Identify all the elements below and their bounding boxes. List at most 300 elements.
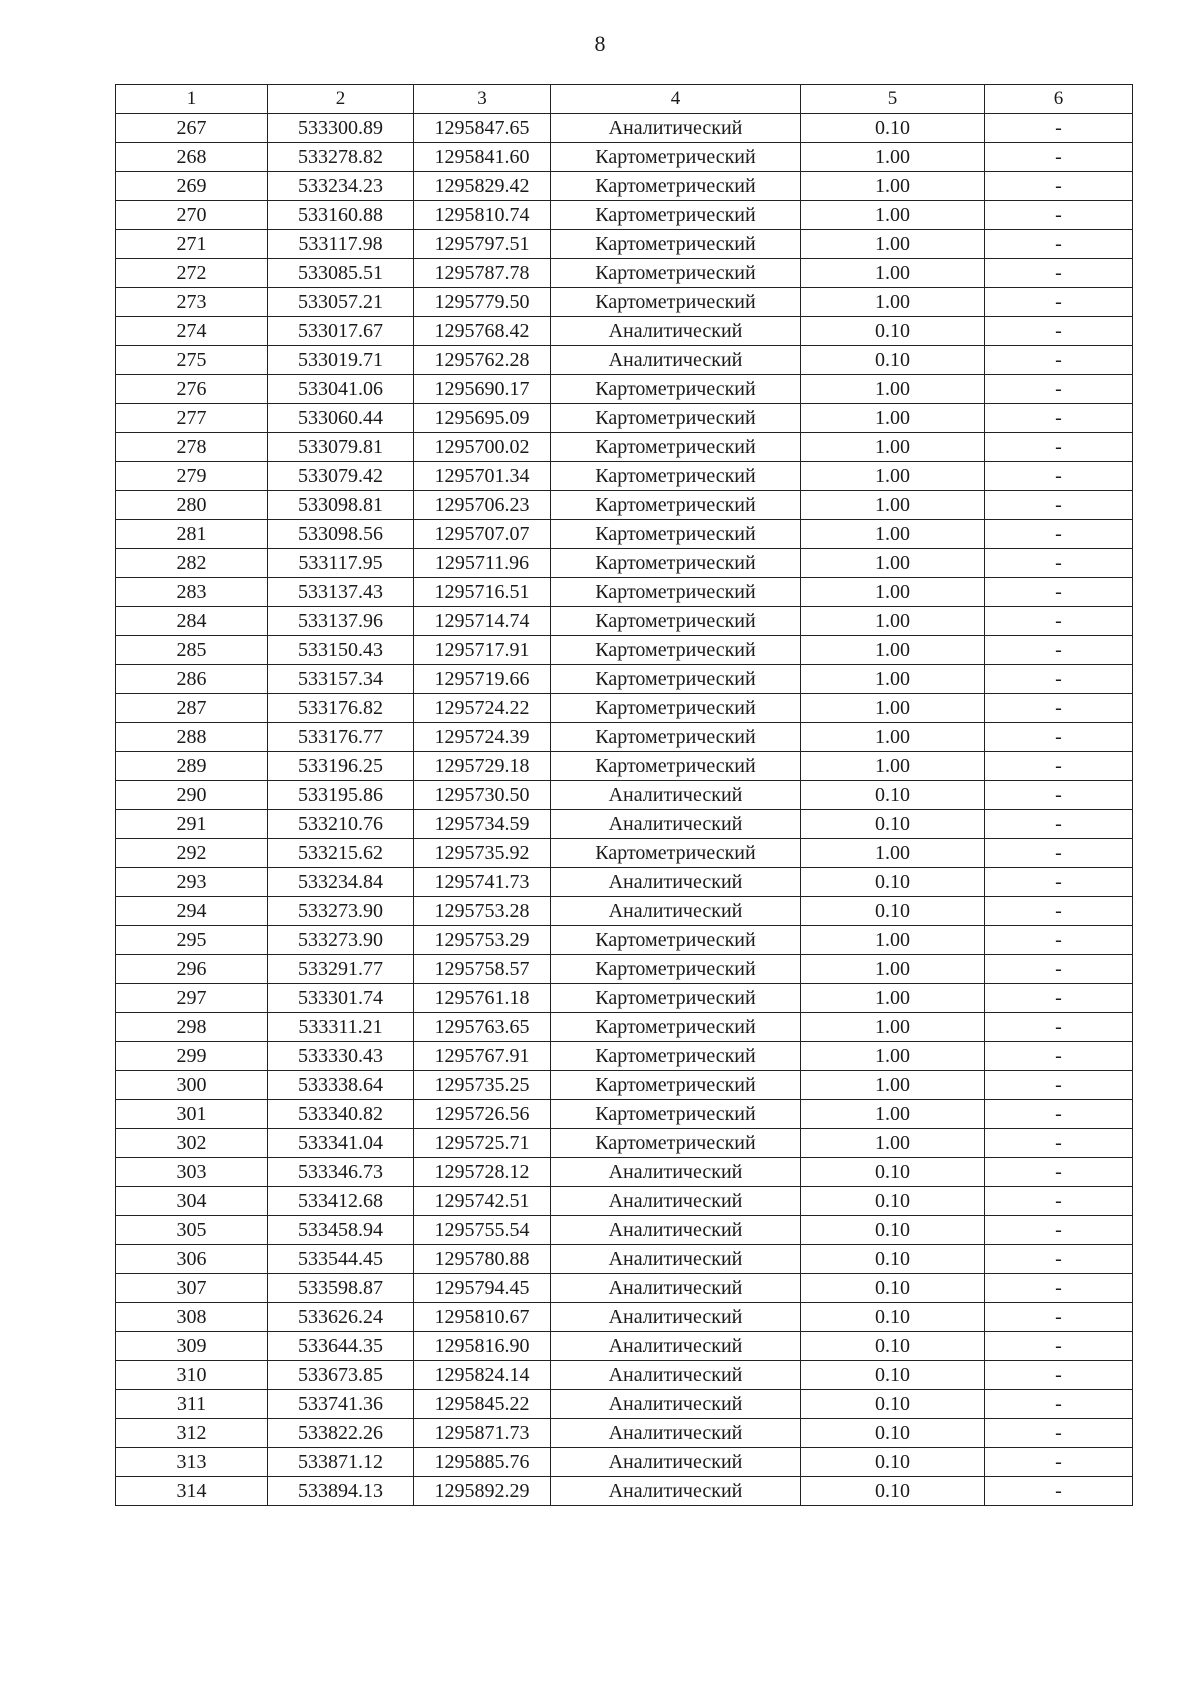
point-number-cell: 305 [116,1216,268,1245]
y-coordinate-cell: 1295810.74 [414,201,551,230]
point-number-cell: 298 [116,1013,268,1042]
description-cell: - [985,288,1133,317]
accuracy-cell: 1.00 [801,1129,985,1158]
accuracy-cell: 1.00 [801,491,985,520]
y-coordinate-cell: 1295719.66 [414,665,551,694]
accuracy-cell: 1.00 [801,926,985,955]
accuracy-cell: 0.10 [801,1216,985,1245]
method-cell: Картометрический [551,1042,801,1071]
x-coordinate-cell: 533300.89 [268,114,414,143]
x-coordinate-cell: 533079.42 [268,462,414,491]
point-number-cell: 306 [116,1245,268,1274]
x-coordinate-cell: 533626.24 [268,1303,414,1332]
description-cell: - [985,1216,1133,1245]
description-cell: - [985,114,1133,143]
point-number-cell: 304 [116,1187,268,1216]
x-coordinate-cell: 533157.34 [268,665,414,694]
table-row [116,491,1133,520]
description-cell: - [985,1477,1133,1506]
x-coordinate-cell: 533137.43 [268,578,414,607]
y-coordinate-cell: 1295735.92 [414,839,551,868]
description-cell: - [985,491,1133,520]
method-cell: Картометрический [551,433,801,462]
accuracy-cell: 1.00 [801,636,985,665]
x-coordinate-cell: 533210.76 [268,810,414,839]
method-cell: Картометрический [551,665,801,694]
table-row [116,462,1133,491]
y-coordinate-cell: 1295762.28 [414,346,551,375]
point-number-cell: 272 [116,259,268,288]
x-coordinate-cell: 533741.36 [268,1390,414,1419]
table-row [116,520,1133,549]
x-coordinate-cell: 533017.67 [268,317,414,346]
point-number-cell: 267 [116,114,268,143]
y-coordinate-cell: 1295794.45 [414,1274,551,1303]
description-cell: - [985,926,1133,955]
accuracy-cell: 0.10 [801,1303,985,1332]
y-coordinate-cell: 1295787.78 [414,259,551,288]
x-coordinate-cell: 533278.82 [268,143,414,172]
point-number-cell: 279 [116,462,268,491]
point-number-cell: 296 [116,955,268,984]
accuracy-cell: 1.00 [801,201,985,230]
description-cell: - [985,781,1133,810]
y-coordinate-cell: 1295892.29 [414,1477,551,1506]
accuracy-cell: 1.00 [801,520,985,549]
x-coordinate-cell: 533137.96 [268,607,414,636]
table-row [116,578,1133,607]
accuracy-cell: 1.00 [801,462,985,491]
accuracy-cell: 1.00 [801,607,985,636]
description-cell: - [985,868,1133,897]
method-cell: Аналитический [551,781,801,810]
table-row [116,375,1133,404]
x-coordinate-cell: 533041.06 [268,375,414,404]
x-coordinate-cell: 533544.45 [268,1245,414,1274]
description-cell: - [985,375,1133,404]
description-cell: - [985,201,1133,230]
accuracy-cell: 1.00 [801,578,985,607]
y-coordinate-cell: 1295695.09 [414,404,551,433]
table-row [116,1129,1133,1158]
x-coordinate-cell: 533330.43 [268,1042,414,1071]
point-number-cell: 291 [116,810,268,839]
y-coordinate-cell: 1295797.51 [414,230,551,259]
table-row [116,346,1133,375]
point-number-cell: 281 [116,520,268,549]
y-coordinate-cell: 1295810.67 [414,1303,551,1332]
method-cell: Картометрический [551,549,801,578]
description-cell: - [985,1245,1133,1274]
y-coordinate-cell: 1295816.90 [414,1332,551,1361]
column-header-3: 3 [414,85,551,114]
y-coordinate-cell: 1295829.42 [414,172,551,201]
accuracy-cell: 1.00 [801,1100,985,1129]
method-cell: Картометрический [551,1100,801,1129]
accuracy-cell: 0.10 [801,317,985,346]
method-cell: Аналитический [551,1332,801,1361]
x-coordinate-cell: 533019.71 [268,346,414,375]
description-cell: - [985,607,1133,636]
method-cell: Аналитический [551,868,801,897]
table-row [116,752,1133,781]
x-coordinate-cell: 533060.44 [268,404,414,433]
y-coordinate-cell: 1295763.65 [414,1013,551,1042]
method-cell: Аналитический [551,1390,801,1419]
description-cell: - [985,1100,1133,1129]
table-row [116,201,1133,230]
table-row [116,984,1133,1013]
method-cell: Аналитический [551,1361,801,1390]
point-number-cell: 311 [116,1390,268,1419]
table-row [116,549,1133,578]
method-cell: Аналитический [551,1274,801,1303]
y-coordinate-cell: 1295741.73 [414,868,551,897]
y-coordinate-cell: 1295716.51 [414,578,551,607]
table-row [116,1332,1133,1361]
description-cell: - [985,694,1133,723]
point-number-cell: 270 [116,201,268,230]
point-number-cell: 303 [116,1158,268,1187]
x-coordinate-cell: 533346.73 [268,1158,414,1187]
x-coordinate-cell: 533341.04 [268,1129,414,1158]
accuracy-cell: 0.10 [801,1477,985,1506]
point-number-cell: 290 [116,781,268,810]
y-coordinate-cell: 1295730.50 [414,781,551,810]
accuracy-cell: 1.00 [801,143,985,172]
table-row [116,230,1133,259]
y-coordinate-cell: 1295734.59 [414,810,551,839]
y-coordinate-cell: 1295871.73 [414,1419,551,1448]
accuracy-cell: 0.10 [801,1187,985,1216]
x-coordinate-cell: 533458.94 [268,1216,414,1245]
y-coordinate-cell: 1295735.25 [414,1071,551,1100]
table-row [116,404,1133,433]
point-number-cell: 269 [116,172,268,201]
method-cell: Аналитический [551,1419,801,1448]
description-cell: - [985,433,1133,462]
y-coordinate-cell: 1295780.88 [414,1245,551,1274]
table-row [116,1100,1133,1129]
point-number-cell: 310 [116,1361,268,1390]
table-row [116,839,1133,868]
x-coordinate-cell: 533079.81 [268,433,414,462]
description-cell: - [985,1158,1133,1187]
table-row [116,1390,1133,1419]
accuracy-cell: 0.10 [801,1361,985,1390]
point-number-cell: 275 [116,346,268,375]
point-number-cell: 308 [116,1303,268,1332]
header-row [116,85,1133,114]
description-cell: - [985,1274,1133,1303]
column-header-6: 6 [985,85,1133,114]
description-cell: - [985,1303,1133,1332]
x-coordinate-cell: 533311.21 [268,1013,414,1042]
point-number-cell: 278 [116,433,268,462]
method-cell: Картометрический [551,578,801,607]
table-row [116,1158,1133,1187]
table-row [116,1274,1133,1303]
x-coordinate-cell: 533301.74 [268,984,414,1013]
x-coordinate-cell: 533098.81 [268,491,414,520]
method-cell: Аналитический [551,1477,801,1506]
x-coordinate-cell: 533644.35 [268,1332,414,1361]
method-cell: Аналитический [551,1245,801,1274]
x-coordinate-cell: 533894.13 [268,1477,414,1506]
description-cell: - [985,1332,1133,1361]
y-coordinate-cell: 1295779.50 [414,288,551,317]
page-number: 8 [594,31,606,56]
point-number-cell: 301 [116,1100,268,1129]
description-cell: - [985,230,1133,259]
description-cell: - [985,143,1133,172]
table-row [116,1216,1133,1245]
description-cell: - [985,172,1133,201]
point-number-cell: 268 [116,143,268,172]
description-cell: - [985,636,1133,665]
description-cell: - [985,810,1133,839]
method-cell: Картометрический [551,288,801,317]
description-cell: - [985,1390,1133,1419]
accuracy-cell: 1.00 [801,1071,985,1100]
column-header-2: 2 [268,85,414,114]
method-cell: Картометрический [551,230,801,259]
x-coordinate-cell: 533176.82 [268,694,414,723]
method-cell: Картометрический [551,462,801,491]
description-cell: - [985,897,1133,926]
table-row [116,317,1133,346]
method-cell: Картометрический [551,839,801,868]
point-number-cell: 297 [116,984,268,1013]
method-cell: Картометрический [551,404,801,433]
x-coordinate-cell: 533412.68 [268,1187,414,1216]
x-coordinate-cell: 533117.95 [268,549,414,578]
method-cell: Картометрический [551,926,801,955]
x-coordinate-cell: 533176.77 [268,723,414,752]
table-row [116,259,1133,288]
point-number-cell: 286 [116,665,268,694]
y-coordinate-cell: 1295768.42 [414,317,551,346]
y-coordinate-cell: 1295767.91 [414,1042,551,1071]
x-coordinate-cell: 533234.23 [268,172,414,201]
y-coordinate-cell: 1295847.65 [414,114,551,143]
point-number-cell: 312 [116,1419,268,1448]
x-coordinate-cell: 533291.77 [268,955,414,984]
accuracy-cell: 1.00 [801,723,985,752]
table-row [116,694,1133,723]
accuracy-cell: 1.00 [801,665,985,694]
method-cell: Картометрический [551,172,801,201]
point-number-cell: 309 [116,1332,268,1361]
method-cell: Аналитический [551,897,801,926]
accuracy-cell: 0.10 [801,1332,985,1361]
y-coordinate-cell: 1295711.96 [414,549,551,578]
table-row [116,1071,1133,1100]
x-coordinate-cell: 533098.56 [268,520,414,549]
accuracy-cell: 0.10 [801,1448,985,1477]
method-cell: Картометрический [551,607,801,636]
x-coordinate-cell: 533234.84 [268,868,414,897]
y-coordinate-cell: 1295724.39 [414,723,551,752]
point-number-cell: 287 [116,694,268,723]
accuracy-cell: 0.10 [801,897,985,926]
table-row [116,897,1133,926]
table-row [116,1245,1133,1274]
accuracy-cell: 1.00 [801,404,985,433]
x-coordinate-cell: 533196.25 [268,752,414,781]
description-cell: - [985,404,1133,433]
description-cell: - [985,578,1133,607]
coordinates-table [115,84,1133,1506]
y-coordinate-cell: 1295758.57 [414,955,551,984]
y-coordinate-cell: 1295714.74 [414,607,551,636]
column-header-1: 1 [116,85,268,114]
column-header-4: 4 [551,85,801,114]
description-cell: - [985,1013,1133,1042]
x-coordinate-cell: 533160.88 [268,201,414,230]
point-number-cell: 276 [116,375,268,404]
table-row [116,1361,1133,1390]
table-row [116,607,1133,636]
table-row [116,1303,1133,1332]
point-number-cell: 277 [116,404,268,433]
description-cell: - [985,984,1133,1013]
description-cell: - [985,346,1133,375]
point-number-cell: 273 [116,288,268,317]
description-cell: - [985,1361,1133,1390]
table-row [116,636,1133,665]
point-number-cell: 280 [116,491,268,520]
y-coordinate-cell: 1295845.22 [414,1390,551,1419]
method-cell: Аналитический [551,317,801,346]
point-number-cell: 299 [116,1042,268,1071]
point-number-cell: 274 [116,317,268,346]
description-cell: - [985,1129,1133,1158]
x-coordinate-cell: 533273.90 [268,897,414,926]
table-row [116,1187,1133,1216]
x-coordinate-cell: 533215.62 [268,839,414,868]
y-coordinate-cell: 1295824.14 [414,1361,551,1390]
method-cell: Картометрический [551,694,801,723]
y-coordinate-cell: 1295717.91 [414,636,551,665]
method-cell: Картометрический [551,201,801,230]
description-cell: - [985,317,1133,346]
method-cell: Аналитический [551,810,801,839]
table-row [116,114,1133,143]
method-cell: Картометрический [551,723,801,752]
table-row [116,665,1133,694]
accuracy-cell: 1.00 [801,694,985,723]
y-coordinate-cell: 1295707.07 [414,520,551,549]
table-row [116,955,1133,984]
method-cell: Аналитический [551,1187,801,1216]
y-coordinate-cell: 1295729.18 [414,752,551,781]
accuracy-cell: 1.00 [801,1042,985,1071]
x-coordinate-cell: 533085.51 [268,259,414,288]
accuracy-cell: 1.00 [801,172,985,201]
table-row [116,1042,1133,1071]
description-cell: - [985,520,1133,549]
point-number-cell: 313 [116,1448,268,1477]
description-cell: - [985,955,1133,984]
x-coordinate-cell: 533338.64 [268,1071,414,1100]
accuracy-cell: 1.00 [801,1013,985,1042]
accuracy-cell: 1.00 [801,549,985,578]
method-cell: Картометрический [551,1129,801,1158]
table-row [116,810,1133,839]
method-cell: Картометрический [551,375,801,404]
accuracy-cell: 0.10 [801,1390,985,1419]
point-number-cell: 302 [116,1129,268,1158]
x-coordinate-cell: 533822.26 [268,1419,414,1448]
accuracy-cell: 0.10 [801,1274,985,1303]
table-row [116,1448,1133,1477]
point-number-cell: 294 [116,897,268,926]
method-cell: Картометрический [551,752,801,781]
accuracy-cell: 0.10 [801,1158,985,1187]
table-row [116,1419,1133,1448]
method-cell: Картометрический [551,143,801,172]
accuracy-cell: 1.00 [801,230,985,259]
y-coordinate-cell: 1295753.28 [414,897,551,926]
method-cell: Аналитический [551,1158,801,1187]
method-cell: Аналитический [551,1216,801,1245]
accuracy-cell: 1.00 [801,259,985,288]
y-coordinate-cell: 1295885.76 [414,1448,551,1477]
x-coordinate-cell: 533673.85 [268,1361,414,1390]
accuracy-cell: 0.10 [801,346,985,375]
description-cell: - [985,549,1133,578]
y-coordinate-cell: 1295724.22 [414,694,551,723]
description-cell: - [985,752,1133,781]
x-coordinate-cell: 533195.86 [268,781,414,810]
description-cell: - [985,1187,1133,1216]
table-header [116,85,1133,114]
point-number-cell: 300 [116,1071,268,1100]
x-coordinate-cell: 533340.82 [268,1100,414,1129]
table-row [116,433,1133,462]
method-cell: Картометрический [551,491,801,520]
x-coordinate-cell: 533598.87 [268,1274,414,1303]
point-number-cell: 293 [116,868,268,897]
accuracy-cell: 1.00 [801,984,985,1013]
accuracy-cell: 0.10 [801,810,985,839]
table-row [116,288,1133,317]
accuracy-cell: 0.10 [801,868,985,897]
accuracy-cell: 0.10 [801,1419,985,1448]
table-row [116,781,1133,810]
table-row [116,868,1133,897]
description-cell: - [985,259,1133,288]
method-cell: Картометрический [551,259,801,288]
y-coordinate-cell: 1295725.71 [414,1129,551,1158]
method-cell: Аналитический [551,1303,801,1332]
x-coordinate-cell: 533057.21 [268,288,414,317]
point-number-cell: 295 [116,926,268,955]
x-coordinate-cell: 533871.12 [268,1448,414,1477]
point-number-cell: 284 [116,607,268,636]
method-cell: Аналитический [551,346,801,375]
description-cell: - [985,1071,1133,1100]
point-number-cell: 292 [116,839,268,868]
method-cell: Картометрический [551,955,801,984]
x-coordinate-cell: 533273.90 [268,926,414,955]
method-cell: Картометрический [551,636,801,665]
method-cell: Картометрический [551,1013,801,1042]
description-cell: - [985,1448,1133,1477]
accuracy-cell: 1.00 [801,375,985,404]
y-coordinate-cell: 1295706.23 [414,491,551,520]
